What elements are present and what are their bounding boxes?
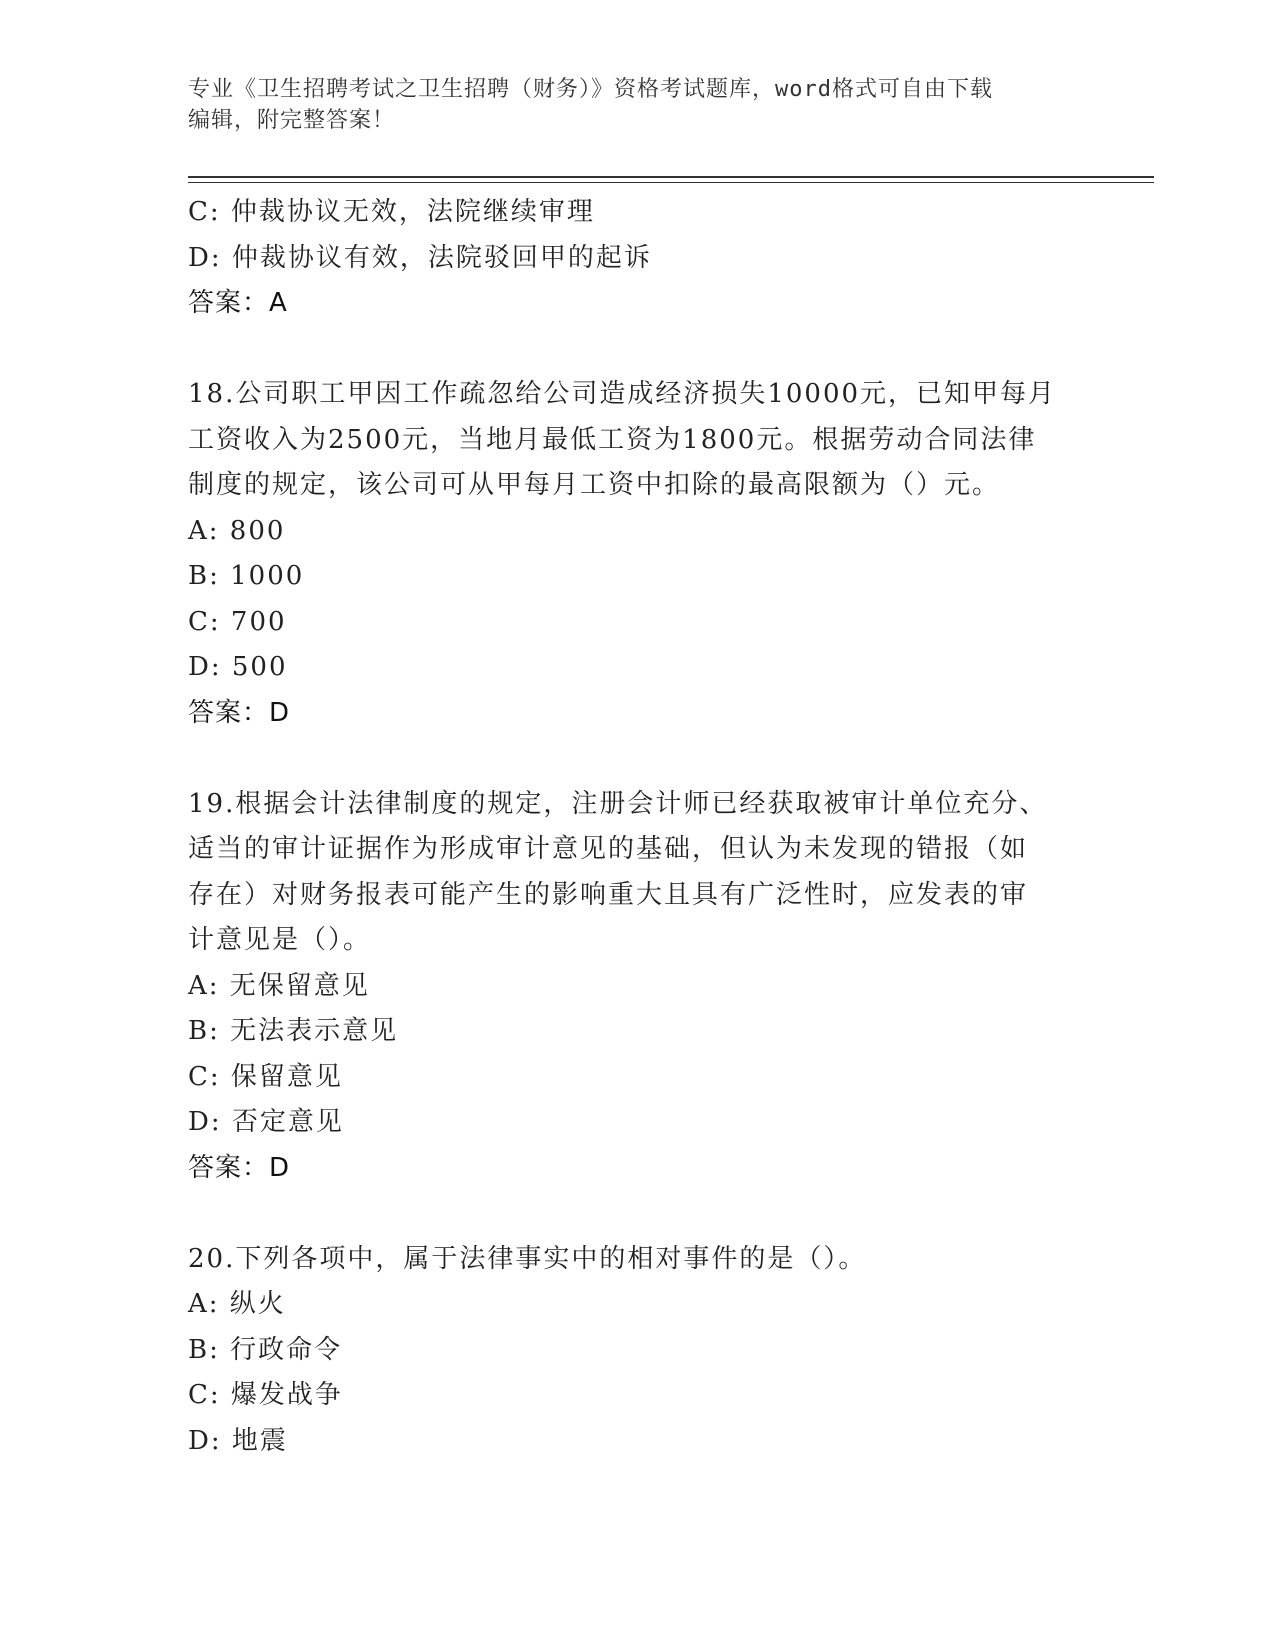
question-text-line: 制度的规定，该公司可从甲每月工资中扣除的最高限额为（）元。 xyxy=(188,470,1001,500)
answer: 答案：D xyxy=(188,1152,291,1183)
option-d: D: 仲裁协议有效，法院驳回甲的起诉 xyxy=(188,242,652,273)
answer: 答案：D xyxy=(188,697,291,728)
option-d: D: 500 xyxy=(188,652,288,682)
header-line-1: 专业《卫生招聘考试之卫生招聘（财务）》资格考试题库，word格式可自由下载 xyxy=(188,77,993,102)
previous-question-tail xyxy=(188,190,1078,327)
header-line-2: 编辑，附完整答案！ xyxy=(188,108,396,133)
question-18 xyxy=(188,372,1078,736)
question-content xyxy=(188,190,1078,1464)
question-19 xyxy=(188,782,1078,1192)
option-b: B: 行政命令 xyxy=(188,1334,343,1365)
option-a: A: 纵火 xyxy=(188,1289,286,1319)
option-d: D: 否定意见 xyxy=(188,1107,344,1137)
question-text-line: 20.下列各项中，属于法律事实中的相对事件的是（）。 xyxy=(188,1243,867,1274)
option-b: B: 无法表示意见 xyxy=(188,1016,399,1046)
document-header xyxy=(188,74,1068,136)
spacer xyxy=(188,736,1078,782)
answer: 答案：A xyxy=(188,288,288,318)
option-c: C: 700 xyxy=(188,606,287,637)
question-20 xyxy=(188,1237,1078,1465)
header-divider-thin xyxy=(188,182,1154,183)
question-text-line: 18.公司职工甲因工作疏忽给公司造成经济损失10000元，已知甲每月 xyxy=(188,379,1057,409)
option-c: C: 保留意见 xyxy=(188,1061,343,1092)
option-a: A: 800 xyxy=(188,515,286,546)
spacer xyxy=(188,1191,1078,1237)
question-text-line: 工资收入为2500元，当地月最低工资为1800元。根据劳动合同法律 xyxy=(188,424,1037,455)
option-a: A: 无保留意见 xyxy=(188,970,370,1001)
option-c: C: 仲裁协议无效，法院继续审理 xyxy=(188,197,595,227)
question-text-line: 适当的审计证据作为形成审计意见的基础，但认为未发现的错报（如 xyxy=(188,834,1029,864)
question-text-line: 计意见是（）。 xyxy=(188,925,372,955)
option-d: D: 地震 xyxy=(188,1425,288,1456)
question-text-line: 19.根据会计法律制度的规定，注册会计师已经获取被审计单位充分、 xyxy=(188,788,1048,819)
question-text-line: 存在）对财务报表可能产生的影响重大且具有广泛性时，应发表的审 xyxy=(188,879,1029,910)
header-divider-thick xyxy=(188,176,1154,178)
option-b: B: 1000 xyxy=(188,561,305,591)
option-c: C: 爆发战争 xyxy=(188,1380,343,1410)
spacer xyxy=(188,327,1078,373)
